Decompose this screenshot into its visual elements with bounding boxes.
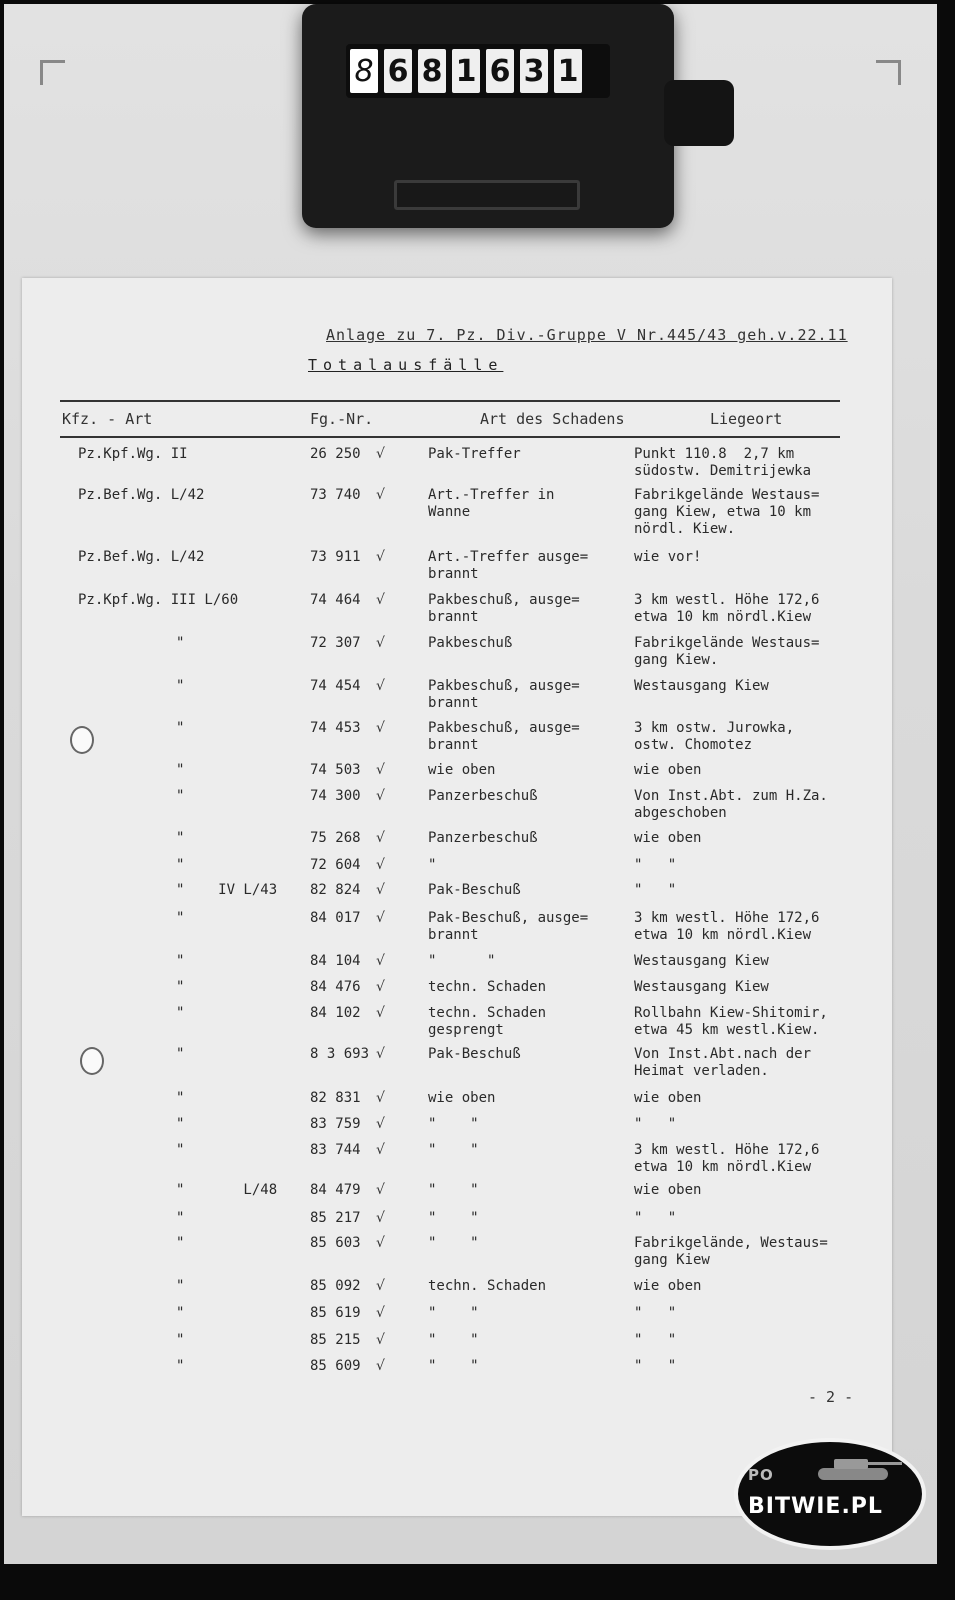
table-cell-serial: 74 453: [310, 720, 361, 736]
table-cell-type: ": [176, 678, 185, 694]
table-cell-type: ": [176, 1142, 185, 1158]
table-cell-damage: Pakbeschuß, ausge= brannt: [428, 720, 580, 753]
table-cell-damage: " ": [428, 1358, 479, 1374]
table-cell-damage: Pak-Beschuß: [428, 882, 521, 898]
table-cell-type: ": [176, 910, 185, 926]
check-mark-icon: √: [376, 788, 385, 804]
table-cell-damage: " ": [428, 1116, 479, 1132]
table-cell-serial: 74 503: [310, 762, 361, 778]
table-cell-serial: 74 454: [310, 678, 361, 694]
table-cell-damage: Art.-Treffer in Wanne: [428, 487, 555, 520]
table-cell-type: ": [176, 1305, 185, 1321]
table-cell-location: wie vor!: [634, 549, 702, 565]
table-cell-location: " ": [634, 1116, 677, 1132]
table-cell-type: Pz.Kpf.Wg. II: [78, 446, 188, 462]
check-mark-icon: √: [376, 1305, 385, 1321]
table-cell-serial: 84 017: [310, 910, 361, 926]
table-cell-location: 3 km westl. Höhe 172,6 etwa 10 km nördl.Kiew: [634, 592, 820, 625]
table-cell-damage: " ": [428, 1182, 479, 1198]
check-mark-icon: √: [376, 1235, 385, 1251]
table-cell-type: ": [176, 1046, 185, 1062]
corner-mark-tr: [876, 60, 901, 85]
table-cell-serial: 8 3 693: [310, 1046, 370, 1062]
check-mark-icon: √: [376, 1142, 385, 1158]
table-cell-serial: 72 307: [310, 635, 361, 651]
table-cell-serial: 85 619: [310, 1305, 361, 1321]
watermark-logo: [734, 1438, 926, 1550]
table-cell-location: " ": [634, 882, 677, 898]
table-cell-damage: " ": [428, 1235, 479, 1251]
table-cell-damage: " ": [428, 1210, 479, 1226]
counter-knob: [664, 80, 734, 146]
corner-mark-tl: [40, 60, 65, 85]
table-cell-damage: Pak-Treffer: [428, 446, 521, 462]
check-mark-icon: √: [376, 720, 385, 736]
table-cell-location: Punkt 110.8 2,7 km südostw. Demitrijewka: [634, 446, 812, 479]
table-cell-location: wie oben: [634, 762, 702, 778]
table-cell-serial: 26 250: [310, 446, 361, 462]
check-mark-icon: √: [376, 1358, 385, 1374]
table-cell-damage: techn. Schaden: [428, 1278, 547, 1294]
counter-digit: 6: [384, 49, 412, 93]
check-mark-icon: √: [376, 549, 385, 565]
table-cell-type: ": [176, 1116, 185, 1132]
table-cell-damage: techn. Schaden gesprengt: [428, 1005, 547, 1038]
table-cell-serial: 84 102: [310, 1005, 361, 1021]
check-mark-icon: √: [376, 592, 385, 608]
counter-digit: 3: [520, 49, 548, 93]
table-cell-location: Von Inst.Abt. zum H.Za. abgeschoben: [634, 788, 828, 821]
check-mark-icon: √: [376, 1116, 385, 1132]
table-cell-serial: 75 268: [310, 830, 361, 846]
page-number: - 2 -: [808, 1388, 854, 1406]
table-cell-location: Westausgang Kiew: [634, 953, 769, 969]
table-cell-type: ": [176, 830, 185, 846]
table-cell-type: ": [176, 1235, 185, 1251]
table-cell-serial: 73 911: [310, 549, 361, 565]
table-cell-location: Fabrikgelände, Westaus= gang Kiew: [634, 1235, 828, 1268]
table-cell-type: Pz.Kpf.Wg. III L/60: [78, 592, 239, 608]
table-cell-type: " IV L/43: [176, 882, 278, 898]
header-rule-bottom: [60, 436, 840, 438]
table-cell-location: " ": [634, 1358, 677, 1374]
table-cell-type: ": [176, 720, 185, 736]
table-cell-location: wie oben: [634, 830, 702, 846]
table-cell-damage: techn. Schaden: [428, 979, 547, 995]
check-mark-icon: √: [376, 910, 385, 926]
table-cell-location: " ": [634, 857, 677, 873]
table-cell-serial: 84 104: [310, 953, 361, 969]
check-mark-icon: √: [376, 1210, 385, 1226]
table-cell-serial: 85 215: [310, 1332, 361, 1348]
punch-hole: [80, 1047, 104, 1075]
table-cell-location: 3 km ostw. Jurowka, ostw. Chomotez: [634, 720, 795, 753]
table-cell-type: ": [176, 788, 185, 804]
check-mark-icon: √: [376, 857, 385, 873]
column-header-type: Kfz. - Art: [62, 410, 153, 428]
counter-digit: 8: [418, 49, 446, 93]
check-mark-icon: √: [376, 830, 385, 846]
table-cell-damage: Pak-Beschuß: [428, 1046, 521, 1062]
table-cell-serial: 74 300: [310, 788, 361, 804]
table-cell-serial: 84 476: [310, 979, 361, 995]
table-cell-location: wie oben: [634, 1182, 702, 1198]
check-mark-icon: √: [376, 953, 385, 969]
table-cell-serial: 73 740: [310, 487, 361, 503]
table-cell-location: " ": [634, 1332, 677, 1348]
check-mark-icon: √: [376, 1046, 385, 1062]
table-cell-type: ": [176, 953, 185, 969]
table-cell-type: " L/48: [176, 1182, 278, 1198]
table-cell-serial: 82 824: [310, 882, 361, 898]
table-cell-location: Fabrikgelände Westaus= gang Kiew.: [634, 635, 820, 668]
table-cell-type: ": [176, 762, 185, 778]
table-cell-type: ": [176, 1210, 185, 1226]
table-cell-location: Westausgang Kiew: [634, 979, 769, 995]
table-cell-location: 3 km westl. Höhe 172,6 etwa 10 km nördl.Kiew: [634, 1142, 820, 1175]
table-cell-location: Westausgang Kiew: [634, 678, 769, 694]
column-header-damage: Art des Schadens: [480, 410, 625, 428]
table-cell-damage: Art.-Treffer ausge= brannt: [428, 549, 589, 582]
table-cell-location: 3 km westl. Höhe 172,6 etwa 10 km nördl.Kiew: [634, 910, 820, 943]
table-cell-type: ": [176, 1005, 185, 1021]
tank-icon: [804, 1452, 904, 1486]
column-header-location: Liegeort: [710, 410, 783, 428]
table-cell-serial: 74 464: [310, 592, 361, 608]
document-title: Totalausfälle: [308, 356, 504, 374]
check-mark-icon: √: [376, 635, 385, 651]
check-mark-icon: √: [376, 487, 385, 503]
table-cell-serial: 85 217: [310, 1210, 361, 1226]
table-cell-damage: " ": [428, 1142, 479, 1158]
table-cell-damage: Pakbeschuß, ausge= brannt: [428, 678, 580, 711]
table-cell-serial: 83 759: [310, 1116, 361, 1132]
table-cell-type: Pz.Bef.Wg. L/42: [78, 487, 205, 503]
table-cell-damage: Panzerbeschuß: [428, 830, 538, 846]
check-mark-icon: √: [376, 1182, 385, 1198]
watermark-line2: BITWIE.PL: [748, 1494, 883, 1519]
check-mark-icon: √: [376, 979, 385, 995]
table-cell-damage: wie oben: [428, 1090, 496, 1106]
table-cell-serial: 83 744: [310, 1142, 361, 1158]
column-header-serial: Fg.-Nr.: [310, 410, 374, 428]
table-cell-serial: 82 831: [310, 1090, 361, 1106]
counter-digit: 1: [554, 49, 582, 93]
table-cell-damage: Pakbeschuß: [428, 635, 513, 651]
header-rule-top: [60, 400, 840, 402]
table-cell-type: ": [176, 1278, 185, 1294]
table-cell-type: ": [176, 979, 185, 995]
table-cell-damage: Pakbeschuß, ausge= brannt: [428, 592, 580, 625]
table-cell-type: ": [176, 1358, 185, 1374]
check-mark-icon: √: [376, 446, 385, 462]
table-cell-location: Fabrikgelände Westaus= gang Kiew, etwa 10 km nördl. Kiew.: [634, 487, 820, 537]
table-cell-type: Pz.Bef.Wg. L/42: [78, 549, 205, 565]
table-cell-location: Rollbahn Kiew-Shitomir, etwa 45 km westl.Kiew.: [634, 1005, 828, 1038]
table-cell-serial: 85 092: [310, 1278, 361, 1294]
punch-hole: [70, 726, 94, 754]
check-mark-icon: √: [376, 678, 385, 694]
table-cell-location: " ": [634, 1305, 677, 1321]
counter-digit: 1: [452, 49, 480, 93]
table-cell-damage: " ": [428, 1305, 479, 1321]
table-cell-type: ": [176, 635, 185, 651]
check-mark-icon: √: [376, 1278, 385, 1294]
table-cell-location: " ": [634, 1210, 677, 1226]
check-mark-icon: √: [376, 1005, 385, 1021]
counter-digit: 6: [486, 49, 514, 93]
table-cell-serial: 85 603: [310, 1235, 361, 1251]
document-header: Anlage zu 7. Pz. Div.-Gruppe V Nr.445/43 geh.v.22.11: [326, 326, 848, 344]
table-cell-location: wie oben: [634, 1090, 702, 1106]
check-mark-icon: √: [376, 1090, 385, 1106]
check-mark-icon: √: [376, 1332, 385, 1348]
counter-window: [346, 44, 610, 98]
table-cell-damage: Pak-Beschuß, ausge= brannt: [428, 910, 589, 943]
table-cell-serial: 84 479: [310, 1182, 361, 1198]
table-cell-serial: 72 604: [310, 857, 361, 873]
table-cell-type: ": [176, 1090, 185, 1106]
table-cell-serial: 85 609: [310, 1358, 361, 1374]
counter-digit: 8: [350, 49, 378, 93]
counter-slot: [394, 180, 580, 210]
table-cell-damage: " ": [428, 953, 496, 969]
table-cell-location: Von Inst.Abt.nach der Heimat verladen.: [634, 1046, 812, 1079]
table-cell-damage: wie oben: [428, 762, 496, 778]
table-cell-damage: " ": [428, 1332, 479, 1348]
watermark-line1: PO: [748, 1466, 774, 1484]
check-mark-icon: √: [376, 762, 385, 778]
check-mark-icon: √: [376, 882, 385, 898]
table-cell-type: ": [176, 857, 185, 873]
table-cell-damage: ": [428, 857, 437, 873]
table-cell-location: wie oben: [634, 1278, 702, 1294]
table-cell-damage: Panzerbeschuß: [428, 788, 538, 804]
table-cell-type: ": [176, 1332, 185, 1348]
